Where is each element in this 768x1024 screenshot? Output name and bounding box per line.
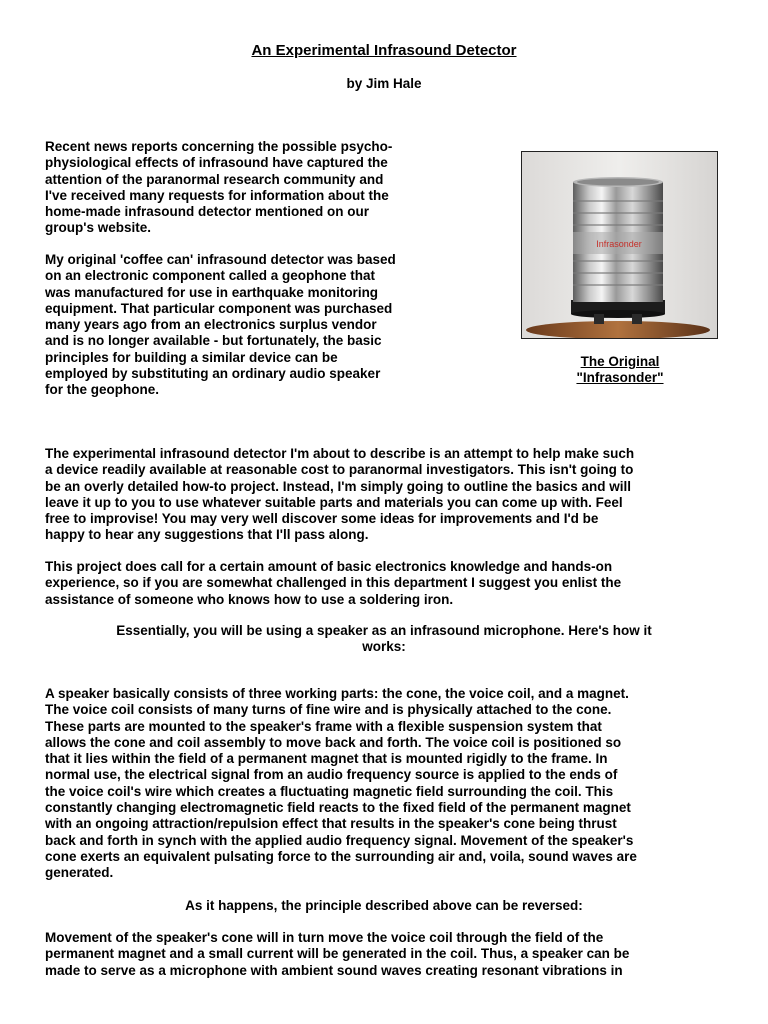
photo-caption — [540, 354, 700, 387]
text-line: equipment. That particular component was purchased — [45, 300, 393, 316]
paragraph-skills-needed — [45, 559, 621, 608]
paragraph-reversal-note — [0, 898, 768, 914]
text-line: and is no longer available - but fortunately, the basic — [45, 333, 382, 349]
text-line: Essentially, you will be using a speaker as an infrasound microphone. Here's how it — [116, 623, 652, 638]
paragraph-project-overview — [45, 446, 634, 544]
text-line: made to serve as a microphone with ambient sound waves creating resonant vibrations in — [45, 962, 623, 978]
text-line: cone exerts an equivalent pulsating force to the surrounding air and, voila, sound waves are — [45, 848, 637, 864]
text-line: constantly changing electromagnetic field reacts to the fixed field of the permanent magnet — [45, 800, 631, 816]
text-line: leave it up to you to use whatever suitable parts and materials you can come up with. Feel — [45, 494, 623, 510]
text-line: works: — [362, 639, 406, 655]
text-line: with an ongoing attraction/repulsion effect that results in the speaker's cone being thrust — [45, 816, 617, 832]
text-line: I've received many requests for information about the — [45, 187, 389, 203]
paragraph-original-detector — [45, 252, 396, 399]
text-line: The voice coil consists of many turns of fine wire and is physically attached to the cone. — [45, 702, 612, 718]
infrasonder-can-image — [522, 152, 717, 338]
paragraph-intro — [45, 139, 392, 237]
text-line: happy to hear any suggestions that I'll pass along. — [45, 527, 369, 543]
text-line: on an electronic component called a geophone that — [45, 268, 376, 284]
text-line: back and forth in synch with the applied audio frequency signal. Movement of the speaker's — [45, 832, 634, 848]
text-line: allows the cone and coil assembly to move back and forth. The voice coil is positioned so — [45, 734, 622, 750]
text-line: principles for building a similar device can be — [45, 349, 338, 365]
caption-line: "Infrasonder" — [576, 370, 664, 386]
text-line: a device readily available at reasonable cost to paranormal investigators. This isn't going to — [45, 462, 634, 478]
text-line: physiological effects of infrasound have captured the — [45, 155, 388, 171]
article-byline: by Jim Hale — [346, 76, 422, 91]
text-line: employed by substituting an ordinary audio speaker — [45, 366, 381, 382]
can-label-text: Infrasonder — [596, 239, 642, 249]
paragraph-how-it-works-intro — [0, 623, 768, 656]
text-line: the voice coil's wire which creates a fluctuating magnetic field surrounding the coil. This — [45, 783, 614, 799]
text-line: normal use, the electrical signal from an audio frequency source is applied to the ends of — [45, 767, 618, 783]
text-line: experience, so if you are somewhat challenged in this department I suggest you enlist the — [45, 575, 622, 591]
text-line: for the geophone. — [45, 382, 159, 398]
text-line: As it happens, the principle described above can be reversed: — [185, 898, 583, 913]
paragraph-speaker-parts — [45, 686, 637, 882]
text-line: many years ago from an electronics surplus vendor — [45, 317, 377, 333]
text-line: The experimental infrasound detector I'm about to describe is an attempt to help make such — [45, 446, 635, 461]
text-line: that it lies within the field of a permanent magnet that is mounted rigidly to the frame. In — [45, 751, 608, 767]
text-line: permanent magnet and a small current will be generated in the coil. Thus, a speaker can be — [45, 946, 630, 962]
text-line: free to improvise! You may very well discover some ideas for improvements and I'd be — [45, 511, 599, 527]
article-title: An Experimental Infrasound Detector — [251, 42, 517, 59]
text-line: group's website. — [45, 220, 151, 236]
text-line: assistance of someone who knows how to use a soldering iron. — [45, 591, 454, 607]
text-line: generated. — [45, 865, 114, 881]
text-line: be an overly detailed how-to project. Instead, I'm simply going to outline the basics and will — [45, 478, 632, 494]
text-line: These parts are mounted to the speaker's frame with a flexible suspension system that — [45, 718, 602, 734]
caption-line: The Original — [580, 354, 660, 369]
text-line: was manufactured for use in earthquake monitoring — [45, 284, 379, 300]
text-line: home-made infrasound detector mentioned on our — [45, 204, 370, 220]
text-line: Recent news reports concerning the possible psycho- — [45, 139, 393, 154]
text-line: A speaker basically consists of three working parts: the cone, the voice coil, and a magnet. — [45, 686, 629, 701]
text-line: This project does call for a certain amount of basic electronics knowledge and hands-on — [45, 559, 613, 574]
text-line: Movement of the speaker's cone will in turn move the voice coil through the field of the — [45, 930, 604, 945]
text-line: attention of the paranormal research community and — [45, 171, 384, 187]
infrasonder-photo — [521, 151, 718, 339]
paragraph-speaker-as-microphone — [45, 930, 629, 979]
text-line: My original 'coffee can' infrasound detector was based — [45, 252, 396, 267]
